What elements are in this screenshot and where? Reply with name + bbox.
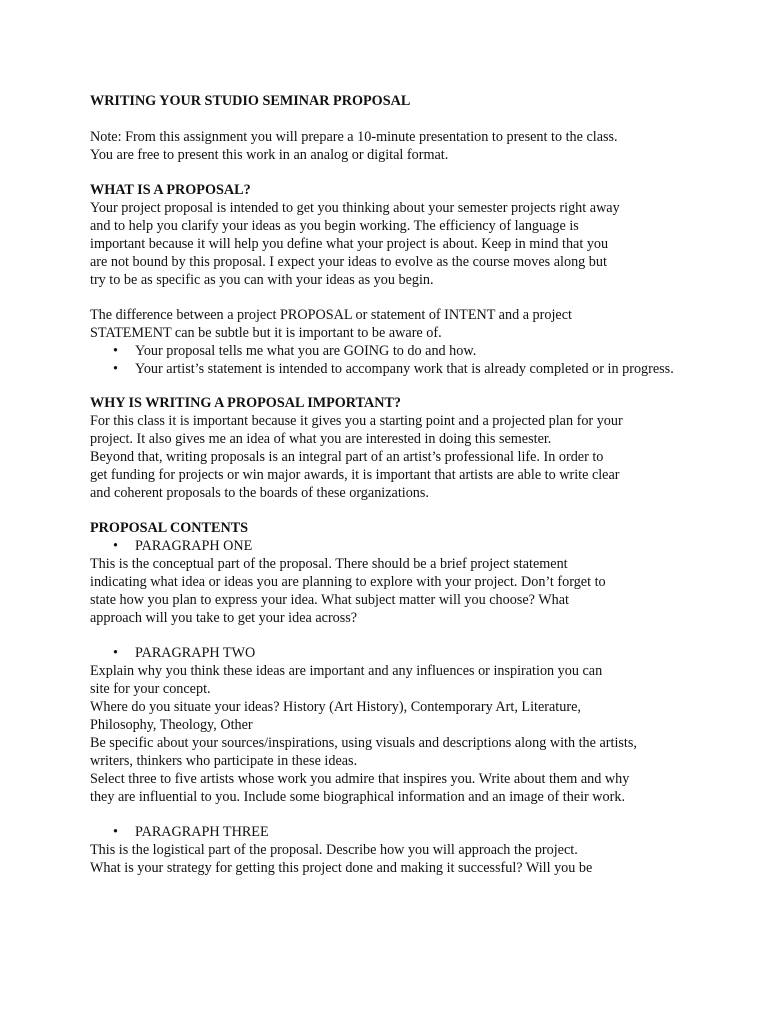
contents-heading: PROPOSAL CONTENTS [90,520,249,536]
bullet-icon: • [113,824,118,840]
paragraph-two-label [90,644,680,662]
paragraph-two-label-text: PARAGRAPH TWO [135,645,256,661]
document-page [90,92,680,894]
paragraph-three-body [90,841,680,877]
what-is-line: and to help you clarify your ideas as you begin working. The efficiency of language is [90,218,579,234]
paragraph-one-line: approach will you take to get your idea across? [90,610,358,626]
document-title: WRITING YOUR STUDIO SEMINAR PROPOSAL [90,93,411,109]
paragraph-one-line: indicating what idea or ideas you are planning to explore with your project. Don’t forget to [90,574,606,590]
difference-paragraph [90,306,680,342]
why-paragraph [90,412,680,502]
paragraph-two-body [90,662,680,806]
note-paragraph [90,128,680,164]
bullet-icon: • [113,343,118,359]
what-is-line: are not bound by this proposal. I expect your ideas to evolve as the course moves along but [90,254,607,270]
note-line: You are free to present this work in an analog or digital format. [90,147,449,163]
bullet-text: Your artist’s statement is intended to accompany work that is already completed or in progress. [135,361,674,377]
what-is-line: Your project proposal is intended to get you thinking about your semester projects right away [90,200,620,216]
paragraph-three-label-text: PARAGRAPH THREE [135,824,269,840]
paragraph-two-line: writers, thinkers who participate in these ideas. [90,753,358,769]
bullet-icon: • [113,538,118,554]
difference-line: The difference between a project PROPOSAL or statement of INTENT and a project [90,307,572,323]
note-line: Note: From this assignment you will prepare a 10-minute presentation to present to the class. [90,129,618,145]
paragraph-two-line: site for your concept. [90,681,211,697]
paragraph-two-line: Explain why you think these ideas are important and any influences or inspiration you can [90,663,603,679]
paragraph-three-label [90,823,680,841]
what-is-heading: WHAT IS A PROPOSAL? [90,182,251,198]
what-is-line: try to be as specific as you can with your ideas as you begin. [90,272,434,288]
difference-bullet-list [90,342,680,378]
why-line: Beyond that, writing proposals is an integral part of an artist’s professional life. In order to [90,449,604,465]
why-heading: WHY IS WRITING A PROPOSAL IMPORTANT? [90,395,402,411]
why-line: get funding for projects or win major awards, it is important that artists are able to write clear [90,467,620,483]
why-line: and coherent proposals to the boards of these organizations. [90,485,429,501]
paragraph-one-line: state how you plan to express your idea. What subject matter will you choose? What [90,592,569,608]
list-item [90,360,680,378]
why-line: For this class it is important because it gives you a starting point and a projected plan for your [90,413,623,429]
paragraph-two-line: Philosophy, Theology, Other [90,717,253,733]
paragraph-one-body [90,555,680,627]
paragraph-three-line: What is your strategy for getting this project done and making it successful? Will you be [90,860,593,876]
paragraph-two-line: they are influential to you. Include some biographical information and an image of their work. [90,789,626,805]
what-is-line: important because it will help you define what your project is about. Keep in mind that you [90,236,609,252]
bullet-icon: • [113,645,118,661]
paragraph-two-line: Be specific about your sources/inspirations, using visuals and descriptions along with the artists, [90,735,637,751]
paragraph-one-line: This is the conceptual part of the proposal. There should be a brief project statement [90,556,568,572]
bullet-text: Your proposal tells me what you are GOING to do and how. [135,343,477,359]
paragraph-two-line: Where do you situate your ideas? History (Art History), Contemporary Art, Literature, [90,699,581,715]
bullet-icon: • [113,361,118,377]
paragraph-three-line: This is the logistical part of the proposal. Describe how you will approach the project. [90,842,578,858]
paragraph-one-label [90,537,680,555]
paragraph-two-line: Select three to five artists whose work you admire that inspires you. Write about them and why [90,771,630,787]
what-is-paragraph [90,199,680,289]
why-line: project. It also gives me an idea of what you are interested in doing this semester. [90,431,552,447]
difference-line: STATEMENT can be subtle but it is important to be aware of. [90,325,442,341]
list-item [90,342,680,360]
paragraph-one-label-text: PARAGRAPH ONE [135,538,253,554]
